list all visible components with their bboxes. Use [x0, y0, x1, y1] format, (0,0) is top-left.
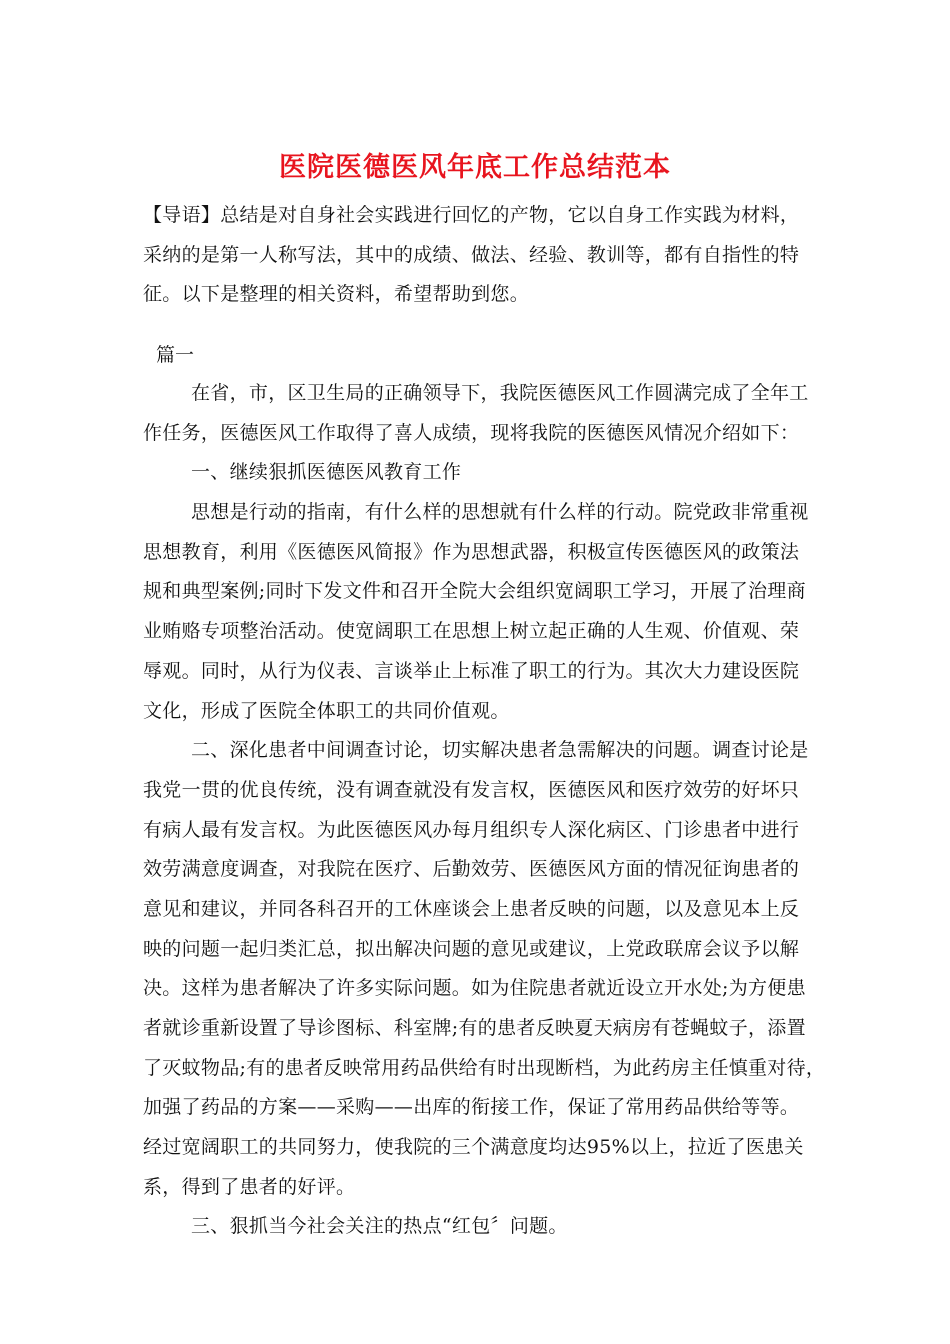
body-line: 思想是行动的指南，有什么样的思想就有什么样的行动。院党政非常重视 — [191, 501, 809, 524]
intro-line: 征。以下是整理的相关资料，希望帮助到您。 — [143, 283, 530, 306]
intro-line: 采纳的是第一人称写法，其中的成绩、做法、经验、教训等，都有自指性的特 — [143, 243, 800, 266]
body-line: 映的问题一起归类汇总，拟出解决问题的意见或建议，上党政联席会议予以解 — [143, 937, 800, 960]
body-line: 思想教育，利用《医德医风简报》作为思想武器，积极宣传医德医风的政策法 — [143, 540, 800, 563]
document-title: 医院医德医风年底工作总结范本 — [279, 152, 671, 183]
body-line: 规和典型案例;同时下发文件和召开全院大会组织宽阔职工学习，开展了治理商 — [143, 580, 806, 603]
body-line: 文化，形成了医院全体职工的共同价值观。 — [143, 699, 510, 722]
body-line: 有病人最有发言权。为此医德医风办每月组织专人深化病区、门诊患者中进行 — [143, 818, 800, 841]
body-line: 系，得到了患者的好评。 — [143, 1175, 356, 1198]
body-line: 辱观。同时，从行为仪表、言谈举止上标准了职工的行为。其次大力建设医院 — [143, 659, 800, 682]
body-line: 加强了药品的方案——采购——出库的衔接工作，保证了常用药品供给等等。 — [143, 1096, 800, 1119]
body-line: 三、狠抓当今社会关注的热点“红包〞问题。 — [191, 1215, 568, 1238]
body-line: 在省，市，区卫生局的正确领导下，我院医德医风工作圆满完成了全年工 — [191, 382, 809, 404]
body-line: 业贿赂专项整治活动。使宽阔职工在思想上树立起正确的人生观、价值观、荣 — [143, 620, 800, 643]
body-line: 了灭蚊物品;有的患者反映常用药品供给有时出现断档，为此药房主任慎重对待， — [143, 1056, 826, 1079]
intro-paragraph — [143, 196, 823, 315]
body-line: 决。这样为患者解决了许多实际问题。如为住院患者就近设立开水处;为方便患 — [143, 977, 806, 1000]
body-line: 一、继续狠抓医德医风教育工作 — [191, 461, 462, 484]
body-line: 意见和建议，并同各科召开的工休座谈会上患者反映的问题，以及意见本上反 — [143, 897, 800, 920]
body-text — [143, 374, 826, 1247]
body-line: 者就诊重新设置了导诊图标、科室牌;有的患者反映夏天病房有苍蝇蚊子，添置 — [143, 1017, 806, 1039]
body-line: 我党一贯的优良传统，没有调查就没有发言权，医德医风和医疗效劳的好坏只 — [143, 778, 800, 801]
body-line: 效劳满意度调查，对我院在医疗、后勤效劳、医德医风方面的情况征询患者的 — [143, 858, 800, 881]
section-label: 篇一 — [156, 344, 195, 366]
intro-line: 【导语】总结是对自身社会实践进行回忆的产物，它以自身工作实践为材料， — [143, 204, 800, 226]
body-line: 经过宽阔职工的共同努力，使我院的三个满意度均达95%以上，拉近了医患关 — [143, 1136, 804, 1159]
body-line: 二、深化患者中间调查讨论，切实解决患者急需解决的问题。调查讨论是 — [191, 739, 809, 762]
body-line: 作任务，医德医风工作取得了喜人成绩，现将我院的医德医风情况介绍如下： — [143, 421, 800, 444]
